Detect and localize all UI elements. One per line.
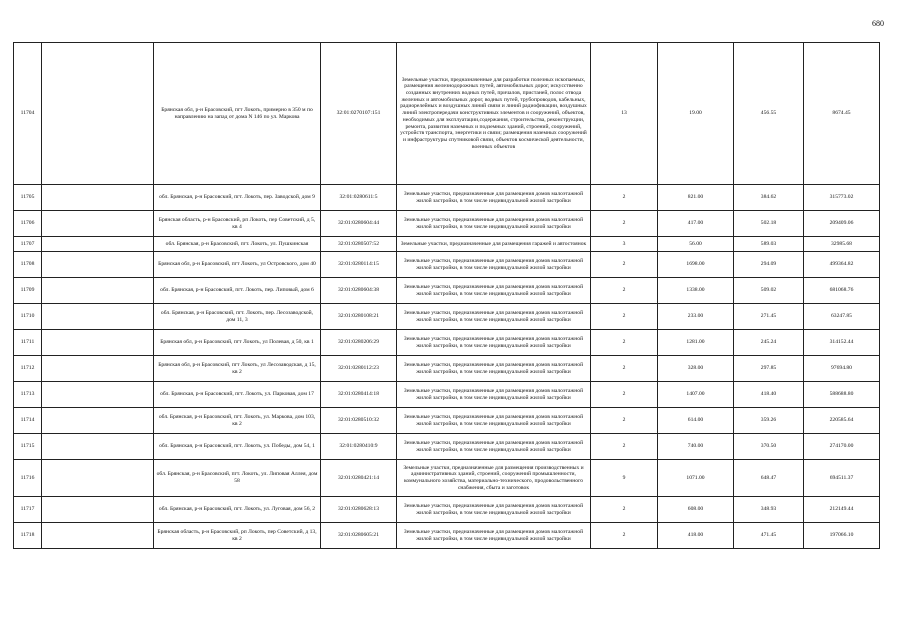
cadastral-number-cell: 32:01:0280510:32 — [321, 408, 397, 434]
land-use-cell: Земельные участки, предназначенные для размещения домов малоэтажной жилой застройки, в том числе индивидуальной жилой застройки — [397, 408, 591, 434]
row-number-cell: 11710 — [14, 304, 42, 330]
address-cell: Брянская обл, р-н Брасовский, пгт Локоть, ул Лесозаводская, д 15, кв 2 — [154, 356, 321, 382]
area-cell: 1071.00 — [658, 460, 734, 497]
address-cell: Брянская обл, р-н Брасовский, пгт Локоть, примерно в 350 м по направлению на запад от дома N 146 по ул. Маркова — [154, 43, 321, 185]
cadastral-value-cell: 274170.00 — [804, 434, 880, 460]
row-number-cell: 11716 — [14, 460, 42, 497]
address-cell: обл. Брянская, р-н Брасовский, пгт. Локоть, ул. Луговая, дом 56, 2 — [154, 497, 321, 523]
cadastral-number-cell: 32:01:0280628:13 — [321, 497, 397, 523]
group-code-cell: 2 — [591, 356, 658, 382]
address-cell: обл. Брянская, р-н Брасовский, пгт. Локоть, ул. Маркова, дом 103, кв 2 — [154, 408, 321, 434]
blank-cell — [42, 523, 154, 549]
group-code-cell: 3 — [591, 237, 658, 252]
cadastral-value-cell: 197066.10 — [804, 523, 880, 549]
blank-cell — [42, 252, 154, 278]
cadastral-number-cell: 32:01:0280410:9 — [321, 434, 397, 460]
cadastral-value-cell: 8674.45 — [804, 43, 880, 185]
row-number-cell: 11717 — [14, 497, 42, 523]
address-cell: обл. Брянская, р-н Брасовский, пгт. Локоть, пер. Лесозаводской, дом 11, 3 — [154, 304, 321, 330]
blank-cell — [42, 304, 154, 330]
cadastral-number-cell: 32:01:0280604:38 — [321, 278, 397, 304]
group-code-cell: 2 — [591, 523, 658, 549]
table-row — [14, 237, 880, 252]
blank-cell — [42, 185, 154, 211]
row-number-cell: 11705 — [14, 185, 42, 211]
cadastral-number-cell: 32:01:0280421:14 — [321, 460, 397, 497]
specific-value-cell: 384.62 — [734, 185, 804, 211]
table-row — [14, 382, 880, 408]
address-cell: Брянская область, р-н Брасовский, рп Локоть, пер Советский, д 13, кв 2 — [154, 523, 321, 549]
land-use-cell: Земельные участки, предназначенные для размещения гаражей и автостоянок — [397, 237, 591, 252]
land-use-cell: Земельные участки, предназначенные для размещения домов малоэтажной жилой застройки, в том числе индивидуальной жилой застройки — [397, 252, 591, 278]
land-use-cell: Земельные участки, предназначенные для размещения домов малоэтажной жилой застройки, в том числе индивидуальной жилой застройки — [397, 356, 591, 382]
address-cell: Брянская обл, р-н Брасовский, пгт Локоть, ул Островского, дом 40 — [154, 252, 321, 278]
address-cell: обл. Брянская, р-н Брасовский, пгт. Локоть, ул. Липовая Аллея, дом 58 — [154, 460, 321, 497]
cadastral-value-cell: 32985.68 — [804, 237, 880, 252]
table-row — [14, 497, 880, 523]
blank-cell — [42, 330, 154, 356]
area-cell: 614.00 — [658, 408, 734, 434]
specific-value-cell: 418.40 — [734, 382, 804, 408]
address-cell: обл. Брянская, р-н Брасовский, пгт. Локоть, пер. Липовый, дом 6 — [154, 278, 321, 304]
area-cell: 328.00 — [658, 356, 734, 382]
group-code-cell: 2 — [591, 434, 658, 460]
cadastral-value-cell: 314152.44 — [804, 330, 880, 356]
cadastral-value-table — [13, 42, 880, 549]
specific-value-cell: 471.45 — [734, 523, 804, 549]
row-number-cell: 11711 — [14, 330, 42, 356]
area-cell: 417.00 — [658, 211, 734, 237]
cadastral-number-cell: 32:01:0270107:151 — [321, 43, 397, 185]
blank-cell — [42, 237, 154, 252]
cadastral-value-cell: 63247.85 — [804, 304, 880, 330]
row-number-cell: 11712 — [14, 356, 42, 382]
table-row — [14, 434, 880, 460]
cadastral-number-cell: 32:01:0280604:44 — [321, 211, 397, 237]
row-number-cell: 11704 — [14, 43, 42, 185]
land-use-cell: Земельные участки, предназначенные для размещения производственных и административных зданий, строений, сооружений промышленности, коммунального хозяйства, материально-технического, продовольственного снабжения, сбыта и заготовок — [397, 460, 591, 497]
area-cell: 1281.00 — [658, 330, 734, 356]
blank-cell — [42, 497, 154, 523]
address-cell: обл. Брянская, р-н Брасовский, пгт. Локоть, ул. Парковая, дом 17 — [154, 382, 321, 408]
cadastral-number-cell: 32:01:0280414:18 — [321, 382, 397, 408]
cadastral-value-cell: 212149.44 — [804, 497, 880, 523]
row-number-cell: 11714 — [14, 408, 42, 434]
area-cell: 1407.00 — [658, 382, 734, 408]
group-code-cell: 2 — [591, 408, 658, 434]
row-number-cell: 11713 — [14, 382, 42, 408]
cadastral-number-cell: 32:01:0280108:21 — [321, 304, 397, 330]
group-code-cell: 2 — [591, 330, 658, 356]
area-cell: 1338.00 — [658, 278, 734, 304]
blank-cell — [42, 211, 154, 237]
cadastral-number-cell: 32:01:0280112:23 — [321, 356, 397, 382]
address-cell: Брянская область, р-н Брасовский, рп Локоть, пер Советский, д 5, кв 4 — [154, 211, 321, 237]
cadastral-value-cell: 220585.64 — [804, 408, 880, 434]
specific-value-cell: 245.24 — [734, 330, 804, 356]
specific-value-cell: 271.45 — [734, 304, 804, 330]
land-use-cell: Земельные участки, предназначенные для размещения домов малоэтажной жилой застройки, в том числе индивидуальной жилой застройки — [397, 523, 591, 549]
table-row — [14, 408, 880, 434]
row-number-cell: 11715 — [14, 434, 42, 460]
table-row — [14, 330, 880, 356]
blank-cell — [42, 43, 154, 185]
row-number-cell: 11709 — [14, 278, 42, 304]
land-use-cell: Земельные участки, предназначенные для размещения домов малоэтажной жилой застройки, в том числе индивидуальной жилой застройки — [397, 434, 591, 460]
land-use-cell: Земельные участки, предназначенные для размещения домов малоэтажной жилой застройки, в том числе индивидуальной жилой застройки — [397, 382, 591, 408]
address-cell: обл. Брянская, р-н Брасовский, пгт. Локоть, ул. Победы, дом 54, 1 — [154, 434, 321, 460]
specific-value-cell: 502.18 — [734, 211, 804, 237]
area-cell: 740.00 — [658, 434, 734, 460]
area-cell: 233.00 — [658, 304, 734, 330]
row-number-cell: 11708 — [14, 252, 42, 278]
specific-value-cell: 348.93 — [734, 497, 804, 523]
table-row — [14, 304, 880, 330]
cadastral-value-cell: 681068.76 — [804, 278, 880, 304]
blank-cell — [42, 356, 154, 382]
land-use-cell: Земельные участки, предназначенные для размещения домов малоэтажной жилой застройки, в том числе индивидуальной жилой застройки — [397, 211, 591, 237]
group-code-cell: 2 — [591, 304, 658, 330]
cadastral-number-cell: 32:01:0280507:52 — [321, 237, 397, 252]
row-number-cell: 11707 — [14, 237, 42, 252]
group-code-cell: 9 — [591, 460, 658, 497]
cadastral-number-cell: 32:01:0280611:5 — [321, 185, 397, 211]
group-code-cell: 2 — [591, 497, 658, 523]
land-use-cell: Земельные участки, предназначенные для размещения домов малоэтажной жилой застройки, в том числе индивидуальной жилой застройки — [397, 497, 591, 523]
cadastral-number-cell: 32:01:0280605:21 — [321, 523, 397, 549]
group-code-cell: 2 — [591, 252, 658, 278]
specific-value-cell: 456.55 — [734, 43, 804, 185]
cadastral-value-cell: 209409.06 — [804, 211, 880, 237]
area-cell: 608.00 — [658, 497, 734, 523]
blank-cell — [42, 408, 154, 434]
land-use-cell: Земельные участки, предназначенные для размещения домов малоэтажной жилой застройки, в том числе индивидуальной жилой застройки — [397, 185, 591, 211]
specific-value-cell: 359.26 — [734, 408, 804, 434]
specific-value-cell: 509.02 — [734, 278, 804, 304]
cadastral-number-cell: 32:01:0280114:15 — [321, 252, 397, 278]
area-cell: 418.00 — [658, 523, 734, 549]
cadastral-value-cell: 315773.02 — [804, 185, 880, 211]
page-number: 680 — [872, 19, 884, 28]
specific-value-cell: 294.09 — [734, 252, 804, 278]
cadastral-value-cell: 97694.80 — [804, 356, 880, 382]
land-use-cell: Земельные участки, предназначенные для размещения домов малоэтажной жилой застройки, в том числе индивидуальной жилой застройки — [397, 278, 591, 304]
address-cell: обл. Брянская, р-н Брасовский, пгт. Локоть, пер. Заводской, дом 9 — [154, 185, 321, 211]
specific-value-cell: 297.85 — [734, 356, 804, 382]
table-row — [14, 43, 880, 185]
area-cell: 19.00 — [658, 43, 734, 185]
address-cell: Брянская обл, р-н Брасовский, пгт Локоть, ул Полевая, д 50, кв 1 — [154, 330, 321, 356]
address-cell: обл. Брянская, р-н Брасовский, пгт. Локоть, ул. Пушкинская — [154, 237, 321, 252]
cadastral-value-cell: 694511.37 — [804, 460, 880, 497]
table-row — [14, 185, 880, 211]
row-number-cell: 11706 — [14, 211, 42, 237]
area-cell: 821.00 — [658, 185, 734, 211]
table-body — [14, 43, 880, 549]
land-use-cell: Земельные участки, предназначенные для разработки полезных ископаемых, размещения железнодорожных путей, автомобильных дорог, искусственно созданных внутренних водных путей, причалов, пристаней, полос отвода железных и автомобильных дорог, водных путей, трубопроводов, кабельных, радиорелейных и воздушных линий связи и линий радиофикации, воздушных линий электропередачи конструктивных элементов и сооружений, объектов, необходимых для эксплуатации,содержания, строительства, реконструкции, ремонта, развития наземных и подземных зданий, строений, сооружений, устройств транспорта, энергетики и связи; размещения наземных сооружений и инфраструктуры спутниковой связи, объектов космической деятельности, военных объектов — [397, 43, 591, 185]
row-number-cell: 11718 — [14, 523, 42, 549]
cadastral-number-cell: 32:01:0280206:29 — [321, 330, 397, 356]
table-row — [14, 211, 880, 237]
group-code-cell: 13 — [591, 43, 658, 185]
blank-cell — [42, 278, 154, 304]
specific-value-cell: 648.47 — [734, 460, 804, 497]
table-row — [14, 252, 880, 278]
table-row — [14, 523, 880, 549]
land-use-cell: Земельные участки, предназначенные для размещения домов малоэтажной жилой застройки, в том числе индивидуальной жилой застройки — [397, 330, 591, 356]
blank-cell — [42, 382, 154, 408]
blank-cell — [42, 434, 154, 460]
blank-cell — [42, 460, 154, 497]
group-code-cell: 2 — [591, 211, 658, 237]
group-code-cell: 2 — [591, 185, 658, 211]
specific-value-cell: 370.50 — [734, 434, 804, 460]
area-cell: 1698.00 — [658, 252, 734, 278]
group-code-cell: 2 — [591, 382, 658, 408]
cadastral-value-cell: 499364.82 — [804, 252, 880, 278]
table-row — [14, 356, 880, 382]
specific-value-cell: 589.03 — [734, 237, 804, 252]
table-row — [14, 278, 880, 304]
land-use-cell: Земельные участки, предназначенные для размещения домов малоэтажной жилой застройки, в том числе индивидуальной жилой застройки — [397, 304, 591, 330]
cadastral-value-cell: 588688.80 — [804, 382, 880, 408]
group-code-cell: 2 — [591, 278, 658, 304]
area-cell: 56.00 — [658, 237, 734, 252]
table-row — [14, 460, 880, 497]
